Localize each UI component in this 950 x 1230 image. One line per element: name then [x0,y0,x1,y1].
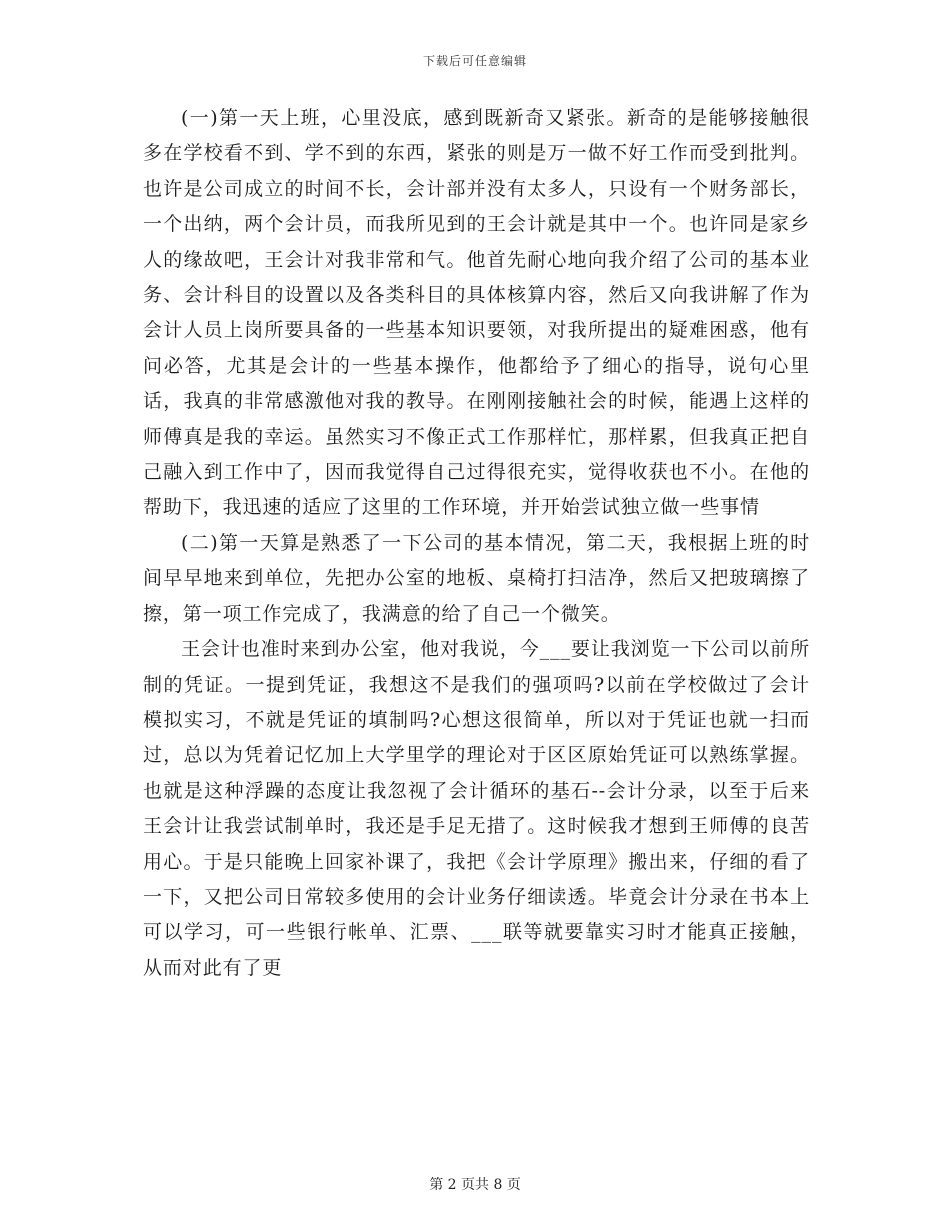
paragraph-3: 王会计也准时来到办公室，他对我说，今___要让我浏览一下公司以前所制的凭证。一提到凭证，我想这不是我们的强项吗?以前在学校做过了会计模拟实习，不就是凭证的填制吗?心想这很简单，所以对于凭证也就一扫而过，总以为凭着记忆加上大学里学的理论对于区区原始凭证可以熟练掌握。也就是这种浮躁的态度让我忽视了会计循环的基石--会计分录，以至于后来王会计让我尝试制单时，我还是手足无措了。这时候我才想到王师傅的良苦用心。于是只能晚上回家补课了，我把《会计学原理》搬出来，仔细的看了一下，又把公司日常较多使用的会计业务仔细读透。毕竟会计分录在书本上可以学习，可一些银行帐单、汇票、___联等就要靠实习时才能真正接触，从而对此有了更 [143,638,810,979]
page-number: 第 2 页共 8 页 [429,1177,521,1193]
document-body [143,101,810,986]
paragraph-1: (一)第一天上班，心里没底，感到既新奇又紧张。新奇的是能够接触很多在学校看不到、学不到的东西，紧张的则是万一做不好工作而受到批判。也许是公司成立的时间不长，会计部并没有太多人，只设有一个财务部长，一个出纳，两个会计员，而我所见到的王会计就是其中一个。也许同是家乡人的缘故吧，王会计对我非常和气。他首先耐心地向我介绍了公司的基本业务、会计科目的设置以及各类科目的具体核算内容，然后又向我讲解了作为会计人员上岗所要具备的一些基本知识要领，对我所提出的疑难困惑，他有问必答，尤其是会计的一些基本操作，他都给予了细心的指导，说句心里话，我真的非常感激他对我的教导。在刚刚接触社会的时候，能遇上这样的师傅真是我的幸运。虽然实习不像正式工作那样忙，那样累，但我真正把自己融入到工作中了，因而我觉得自己过得很充实，觉得收获也不小。在他的帮助下，我迅速的适应了这里的工作环境，并开始尝试独立做一些事情 [143,107,810,519]
paragraph-2: (二)第一天算是熟悉了一下公司的基本情况，第二天，我根据上班的时间早早地来到单位，先把办公室的地板、桌椅打扫洁净，然后又把玻璃擦了擦，第一项工作完成了，我满意的给了自己一个微笑。 [143,531,810,625]
page-header: 下载后可任意编辑 [422,54,527,68]
